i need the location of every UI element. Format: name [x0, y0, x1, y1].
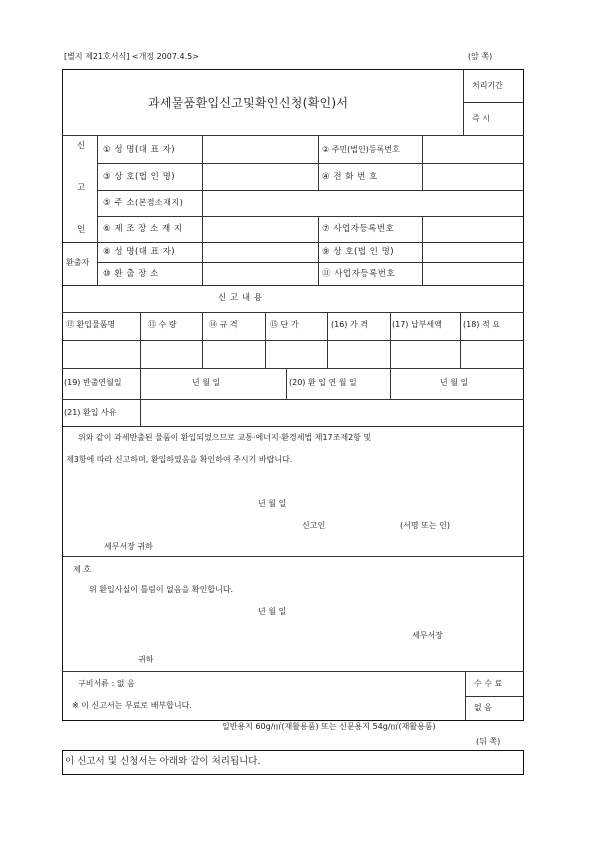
trade-name-label: ③ 상 호(법 인 명) [103, 172, 176, 182]
exporter-name-field[interactable] [203, 243, 317, 261]
return-date-label: (20) 환 입 연 월 일 [289, 378, 357, 387]
exporter-place-label: ⑩ 환 출 장 소 [103, 269, 159, 279]
confirmation-issuer: 세무서장 [412, 631, 443, 640]
exporter-business-reg-field[interactable] [423, 263, 522, 284]
page-side-label: (앞 쪽) [468, 52, 493, 61]
business-reg-number-label: ⑦ 사업자등록번호 [322, 224, 395, 234]
declarant-side-label-3: 인 [77, 225, 86, 235]
back-side-label: (뒤 쪽) [476, 737, 501, 746]
export-date-label: (19) 반출연월일 [64, 378, 122, 387]
confirmation-date: 년 월 일 [258, 607, 287, 616]
confirmation-addressee: 귀하 [138, 655, 154, 664]
name-representative-field[interactable] [203, 136, 317, 162]
factory-location-field[interactable] [203, 217, 317, 241]
column-header-spec: ⑭ 규 격 [209, 320, 238, 329]
return-reason-label: (21) 환입 사유 [64, 408, 117, 417]
declarant-side-label-2: 고 [77, 183, 86, 193]
return-date-value[interactable]: 년 월 일 [440, 378, 469, 387]
statement-line-1: 위와 같이 과세반출된 물품이 환입되었으므로 교통·에너지·환경세법 제17조제2항 및 [78, 433, 372, 442]
fee-label: 수 수 료 [474, 679, 503, 688]
declaration-section-title: 신 고 내 용 [218, 293, 263, 303]
resident-number-field[interactable] [423, 136, 522, 162]
declaration-data-row[interactable] [63, 341, 523, 367]
column-header-remarks: (18) 적 요 [463, 320, 500, 329]
export-date-value[interactable]: 년 월 일 [192, 378, 221, 387]
phone-number-field[interactable] [423, 164, 522, 189]
statement-addressee: 세무서장 귀하 [104, 542, 153, 551]
processing-period-label: 처리기간 [472, 81, 503, 90]
address-field[interactable] [203, 191, 522, 215]
declarant-side-label-1: 신 [77, 141, 86, 151]
business-reg-number-field[interactable] [423, 217, 522, 241]
exporter-trade-name-field[interactable] [423, 243, 522, 261]
column-header-quantity: ⑬ 수 량 [148, 320, 177, 329]
form-title: 과세물품환입신고및확인신청(확인)서 [148, 96, 349, 110]
name-representative-label: ① 성 명(대 표 자) [103, 145, 176, 155]
exporter-side-label: 환출자 [66, 258, 90, 267]
exporter-trade-name-label: ⑨ 상 호(법 인 명) [322, 247, 395, 257]
factory-location-label: ⑥ 제 조 장 소 재 지 [103, 224, 183, 234]
address-label: ⑤ 주 소(본점소재지) [103, 198, 184, 208]
column-header-tax-paid: (17) 납부세액 [392, 320, 442, 329]
declarant-label: 신고인 [302, 521, 326, 530]
processing-period-value: 즉 시 [472, 114, 490, 123]
column-header-unit-price: ⑮ 단 가 [270, 320, 299, 329]
statement-date: 년 월 일 [258, 499, 287, 508]
fee-value: 없 음 [474, 703, 492, 712]
statement-line-2: 제3항에 따라 신고하며, 환입하였음을 확인하여 주시기 바랍니다. [66, 455, 293, 464]
return-reason-field[interactable] [141, 400, 522, 425]
exporter-name-label: ⑧ 성 명(대 표 자) [103, 247, 176, 257]
confirmation-number: 제 호 [73, 565, 91, 574]
phone-number-label: ④ 전 화 번 호 [322, 172, 378, 182]
paper-spec-note: 일반용지 60g/㎡(재활용품) 또는 신문용지 54g/㎡(재활용품) [222, 722, 436, 731]
required-documents: 구비서류 : 없 음 [78, 679, 135, 688]
resident-number-label: ② 주민(법인)등록번호 [322, 145, 400, 154]
back-processing-text: 이 신고서 및 신청서는 아래와 같이 처리됩니다. [65, 756, 261, 767]
exporter-place-field[interactable] [203, 263, 317, 284]
form-reference: [별지 제21호서식] <개정 2007.4.5> [64, 52, 199, 61]
trade-name-field[interactable] [203, 164, 317, 189]
column-header-item-name: ⑫ 환입물품명 [66, 320, 116, 329]
free-distribution-note: ※ 이 신고서는 무료로 배부합니다. [72, 701, 192, 710]
exporter-business-reg-label: ⑪ 사업자등록번호 [322, 269, 396, 279]
confirmation-text: 위 환입사실이 틀림이 없음을 확인합니다. [89, 585, 234, 594]
column-header-price: (16) 가 격 [331, 320, 368, 329]
signature-placeholder[interactable]: (서명 또는 인) [400, 521, 450, 530]
